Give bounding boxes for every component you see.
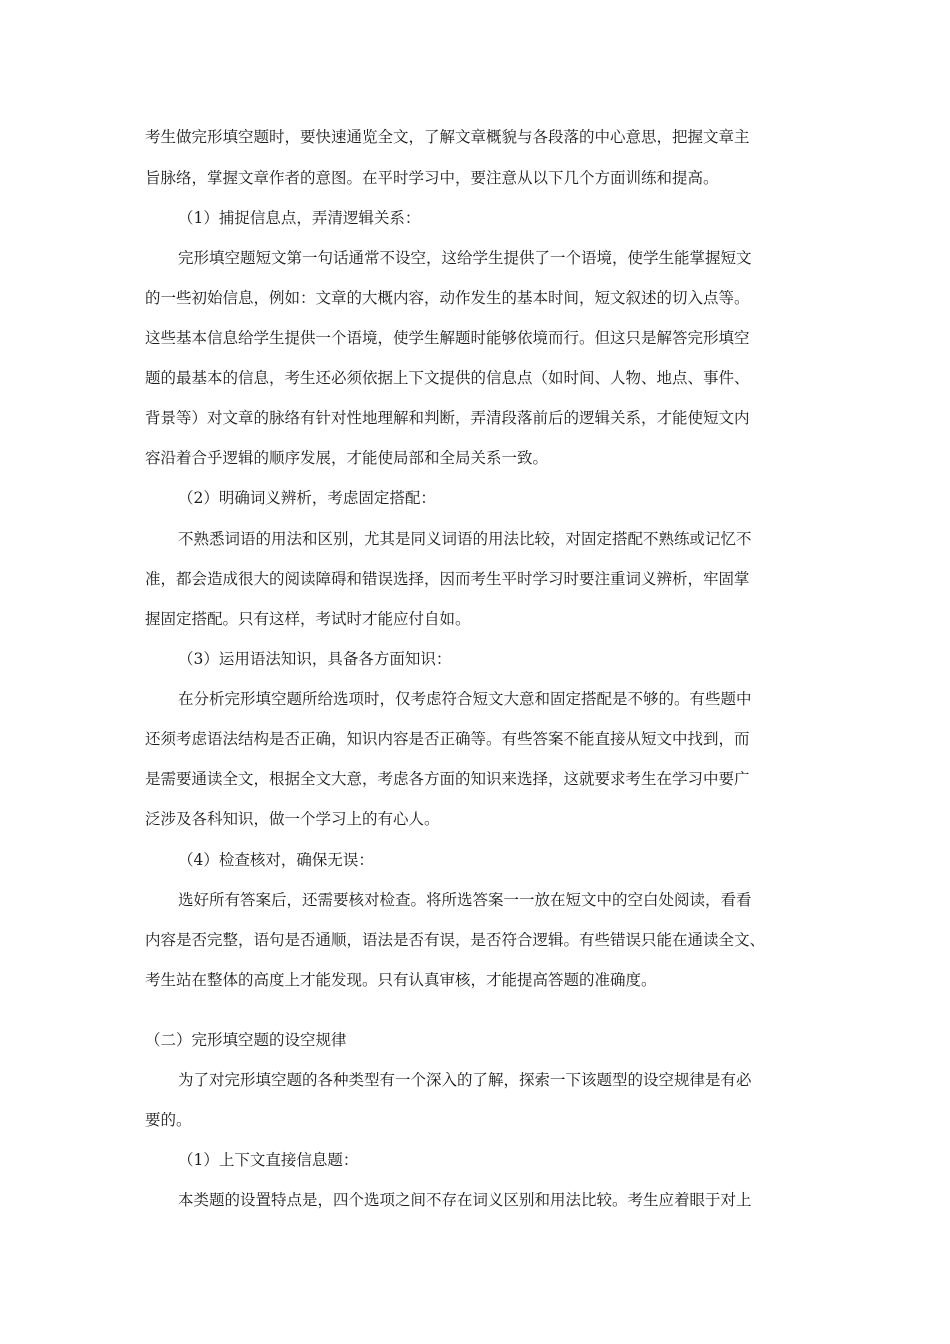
paragraph-line: 泛涉及各科知识，做一个学习上的有心人。 xyxy=(145,810,440,828)
paragraph-line: 还须考虑语法结构是否正确，知识内容是否正确等。有些答案不能直接从短文中找到，而 xyxy=(145,730,750,748)
paragraph-line: 的一些初始信息，例如：文章的大概内容，动作发生的基本时间，短文叙述的切入点等。 xyxy=(145,289,750,307)
paragraph-line: 容沿着合乎逻辑的顺序发展，才能使局部和全局关系一致。 xyxy=(145,449,549,467)
subheading-check: （4）检查核对，确保无误： xyxy=(178,851,374,869)
paragraph-line: 题的最基本的信息，考生还必须依据上下文提供的信息点（如时间、人物、地点、事件、 xyxy=(145,369,750,387)
section-heading: （二）完形填空题的设空规律 xyxy=(145,1031,347,1049)
paragraph-line: 选好所有答案后，还需要核对检查。将所选答案一一放在短文中的空白处阅读，看看 xyxy=(178,891,752,909)
paragraph-line: 为了对完形填空题的各种类型有一个深入的了解，探索一下该题型的设空规律是有必 xyxy=(178,1071,752,1089)
paragraph-line: 内容是否完整，语句是否通顺，语法是否有误，是否符合逻辑。有些错误只能在通读全文、 xyxy=(145,931,766,949)
paragraph-line: 准，都会造成很大的阅读障碍和错误选择，因而考生平时学习时要注重词义辨析，牢固掌 xyxy=(145,570,750,588)
paragraph-line: 在分析完形填空题所给选项时，仅考虑符合短文大意和固定搭配是不够的。有些题中 xyxy=(178,690,752,708)
paragraph-line: 不熟悉词语的用法和区别，尤其是同义词语的用法比较，对固定搭配不熟练或记忆不 xyxy=(178,530,752,548)
paragraph-line: 完形填空题短文第一句话通常不设空，这给学生提供了一个语境，使学生能掌握短文 xyxy=(178,249,752,267)
subheading-word-meaning: （2）明确词义辨析，考虑固定搭配： xyxy=(178,489,436,507)
subheading-grammar: （3）运用语法知识，具备各方面知识： xyxy=(178,650,452,668)
paragraph-line: 本类题的设置特点是，四个选项之间不存在词义区别和用法比较。考生应着眼于对上 xyxy=(178,1191,752,1209)
subheading-capture-info: （1）捕捉信息点，弄清逻辑关系： xyxy=(178,209,421,227)
paragraph-line: 是需要通读全文，根据全文大意，考虑各方面的知识来选择，这就要求考生在学习中要广 xyxy=(145,770,750,788)
paragraph-line: 要的。 xyxy=(145,1111,192,1129)
paragraph-line: 背景等）对文章的脉络有针对性地理解和判断，弄清段落前后的逻辑关系，才能使短文内 xyxy=(145,409,750,427)
paragraph-line: 握固定搭配。只有这样，考试时才能应付自如。 xyxy=(145,610,471,628)
paragraph-line: 考生做完形填空题时，要快速通览全文，了解文章概貌与各段落的中心意思，把握文章主 xyxy=(145,128,750,146)
paragraph-line: 考生站在整体的高度上才能发现。只有认真审核，才能提高答题的准确度。 xyxy=(145,971,657,989)
paragraph-line: 这些基本信息给学生提供一个语境，使学生解题时能够依境而行。但这只是解答完形填空 xyxy=(145,329,750,347)
subheading-context-info: （1）上下文直接信息题： xyxy=(178,1151,359,1169)
paragraph-line: 旨脉络，掌握文章作者的意图。在平时学习中，要注意从以下几个方面训练和提高。 xyxy=(145,169,719,187)
